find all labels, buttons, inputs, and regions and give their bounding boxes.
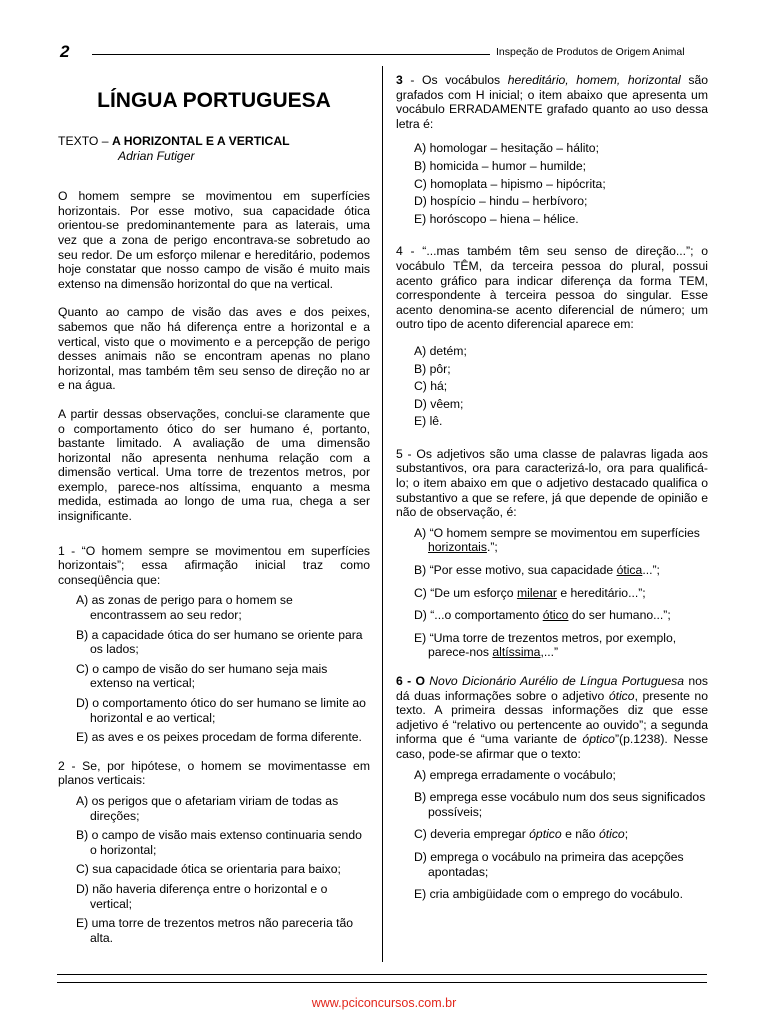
q2-option-c: C) sua capacidade ótica se orientaria para baixo; [76, 862, 341, 877]
right-column [396, 73, 708, 916]
q5-a-pre: A) “O homem sempre se movimentou em superfícies [414, 525, 700, 540]
q6-end: ”(p.1238). Nesse caso, pode-se afirmar que o texto: [396, 732, 708, 761]
q3-option-e: E) horóscopo – hiena – hélice. [414, 211, 579, 226]
q3-stem-a: - Os vocábulos [410, 73, 501, 87]
q6-word-optico: óptico [582, 732, 615, 747]
text-label: TEXTO – [58, 134, 109, 148]
q5-e-highlight: altíssima [492, 645, 541, 660]
q5-d-post: do ser humano...”; [571, 608, 671, 623]
q4-option-c: C) há; [414, 379, 448, 394]
exam-title: Inspeção de Produtos de Origem Animal [496, 46, 685, 58]
q5-b-highlight: ótica [616, 563, 643, 578]
q6-word-otico: ótico [608, 688, 635, 703]
q4-option-e: E) lê. [414, 414, 443, 429]
text-paragraph-1: O homem sempre se movimentou em superfícies horizontais. Por esse motivo, sua capacidade ótica orientou-se predominantemente para as laterais, uma vez que a zona de perigo encontrava-se sobretudo ao seu redor. De um esforço milenar e hereditário, podemos hoje constatar que nosso campo de visão é muito mais extenso na dimensão horizontal do que na vertical. [58, 189, 370, 291]
q6-c-end: ; [624, 827, 629, 842]
q5-e-pre: E) “Uma torre de trezentos metros, por exemplo, parece-nos [414, 630, 677, 660]
q5-e-post: ,...” [540, 645, 559, 660]
q3-option-b: B) homicida – humor – humilde; [414, 158, 587, 173]
question-5-options [396, 526, 708, 660]
q6-c-word1: óptico [529, 827, 562, 842]
q5-option-c [405, 586, 708, 601]
section-title: LÍNGUA PORTUGUESA [97, 89, 331, 112]
question-6-stem [396, 674, 708, 762]
q1-option-b: B) a capacidade ótica do ser humano se oriente para os lados; [76, 627, 363, 657]
q3-option-a: A) homologar – hesitação – hálito; [414, 141, 599, 156]
q3-option-d: D) hospício – hindu – herbívoro; [414, 194, 588, 209]
q6-option-c [405, 827, 708, 842]
q3-number: 3 [396, 73, 403, 87]
q6-c-mid: e não [565, 827, 596, 842]
q5-option-a [405, 526, 708, 555]
q6-dict-name: Novo Dicionário Aurélio de Língua Portuguesa [429, 674, 685, 688]
q5-a-post: .”; [486, 540, 498, 555]
text-heading [58, 134, 370, 149]
q2-option-a: A) os perigos que o afetariam viriam de todas as direções; [76, 793, 339, 823]
q5-a-highlight: horizontais [428, 540, 487, 555]
question-1-options [58, 593, 370, 744]
q6-option-b: B) emprega esse vocábulo num dos seus significados possíveis; [414, 790, 706, 819]
q6-c-word2: ótico [598, 827, 625, 842]
q1-option-e: E) as aves e os peixes procedam de forma diferente. [76, 730, 362, 745]
question-3-stem [396, 73, 708, 131]
q4-option-a: A) detém; [414, 343, 467, 358]
q4-option-d: D) vêem; [414, 396, 464, 411]
q3-stem-words: hereditário, homem, horizontal [507, 73, 681, 87]
text-paragraph-3: A partir dessas observações, conclui-se claramente que o comportamento ótico do ser humano é, portanto, bastante limitado. A avaliação de uma dimensão horizontal não apresenta nenhuma relação com a dimensão vertical. Uma torre de trezentos metros, por exemplo, parece-nos altíssima, enquanto a mesma medida, estimada ao longo de uma rua, chega a ser insignificante. [58, 406, 370, 524]
q6-option-a: A) emprega erradamente o vocábulo; [414, 767, 616, 782]
column-divider [382, 66, 383, 962]
q3-stem-b: são grafados com H inicial; o item abaixo que apresenta um vocábulo ERRADAMENTE grafado quanto ao uso dessa letra é: [396, 73, 709, 131]
q2-option-b: B) o campo de visão mais extenso continuaria sendo o horizontal; [76, 828, 362, 857]
q2-option-e: E) uma torre de trezentos metros não pareceria tão alta. [76, 916, 354, 945]
question-3-options [396, 141, 708, 226]
left-column [58, 88, 370, 959]
q5-option-d [405, 608, 708, 623]
q5-c-pre: C) “De um esforço [414, 585, 514, 600]
page-number: 2 [60, 42, 70, 61]
q5-option-e [405, 631, 708, 660]
q1-option-a: A) as zonas de perigo para o homem se encontrassem ao seu redor; [76, 593, 293, 623]
q5-c-highlight: milenar [516, 585, 557, 600]
q5-c-post: e hereditário...”; [560, 585, 646, 600]
q5-b-post: ...”; [642, 563, 660, 578]
q5-option-b [405, 563, 708, 578]
text-author: Adrian Futiger [118, 148, 195, 163]
question-5-stem: 5 - Os adjetivos são uma classe de palavras ligada aos substantivos, ora para caracterizá-lo, ora para qualificá-lo; o item abaixo em que o adjetivo destacado qualifica o substantivo a que se refere, já que depende de opinião e não de observação, é: [396, 446, 708, 520]
q6-number: 6 - O [396, 674, 425, 688]
q3-option-c: C) homoplata – hipismo – hipócrita; [414, 176, 606, 191]
q2-option-d: D) não haveria diferença entre o horizontal e o vertical; [76, 881, 328, 911]
footer-rule-bottom [57, 982, 707, 983]
q1-option-d: D) o comportamento ótico do ser humano se limite ao horizontal e ao vertical; [76, 696, 366, 725]
q6-option-e: E) cria ambigüidade com o emprego do vocábulo. [414, 887, 683, 902]
footer-rule-top [57, 974, 707, 975]
text-title: A HORIZONTAL E A VERTICAL [111, 134, 290, 148]
q6-option-d: D) emprega o vocábulo na primeira das acepções apontadas; [414, 849, 684, 879]
question-2-stem: 2 - Se, por hipótese, o homem se movimentasse em planos verticais: [58, 758, 370, 788]
question-4-stem: 4 - “...mas também têm seu senso de direção...”; o vocábulo TÊM, da terceira pessoa do plural, possui acento gráfico para indicar diferença da forma TEM, correspondente à terceira pessoa do singular. Esse acento denomina-se acento diferencial de número; um outro tipo de acento diferencial aparece em: [396, 244, 708, 332]
q6-c-pre: C) deveria empregar [414, 827, 526, 842]
q6-mid2: , presente no texto. A primeira dessas informações diz que esse adjetivo é “relativo ou pertencente ao ouvido”; a segunda informa que é “uma variante de [396, 688, 708, 747]
question-4-options [396, 344, 708, 429]
text-paragraph-2: Quanto ao campo de visão das aves e dos peixes, sabemos que não há diferença entre a horizontal e a vertical, visto que o movimento e a percepção de perigo desses animais não se encontram apenas no plano horizontal, mas também têm seu senso de direção no ar e na água. [58, 305, 370, 393]
question-1-stem: 1 - “O homem sempre se movimentou em superfícies horizontais”; essa afirmação inicial traz como conseqüência que: [58, 543, 370, 587]
q6-mid: nos dá duas informações sobre o adjetivo [396, 674, 709, 703]
question-6-options [396, 768, 708, 902]
header-rule [92, 54, 490, 55]
q1-option-c: C) o campo de visão do ser humano seja mais extenso na vertical; [76, 661, 328, 691]
question-2-options [58, 794, 370, 945]
q5-d-highlight: ótico [542, 608, 569, 623]
q5-d-pre: D) “...o comportamento [414, 608, 540, 623]
q5-b-pre: B) “Por esse motivo, sua capacidade [414, 563, 614, 578]
footer-url[interactable]: www.pciconcursos.com.br [311, 996, 457, 1010]
q4-option-b: B) pôr; [414, 361, 451, 376]
